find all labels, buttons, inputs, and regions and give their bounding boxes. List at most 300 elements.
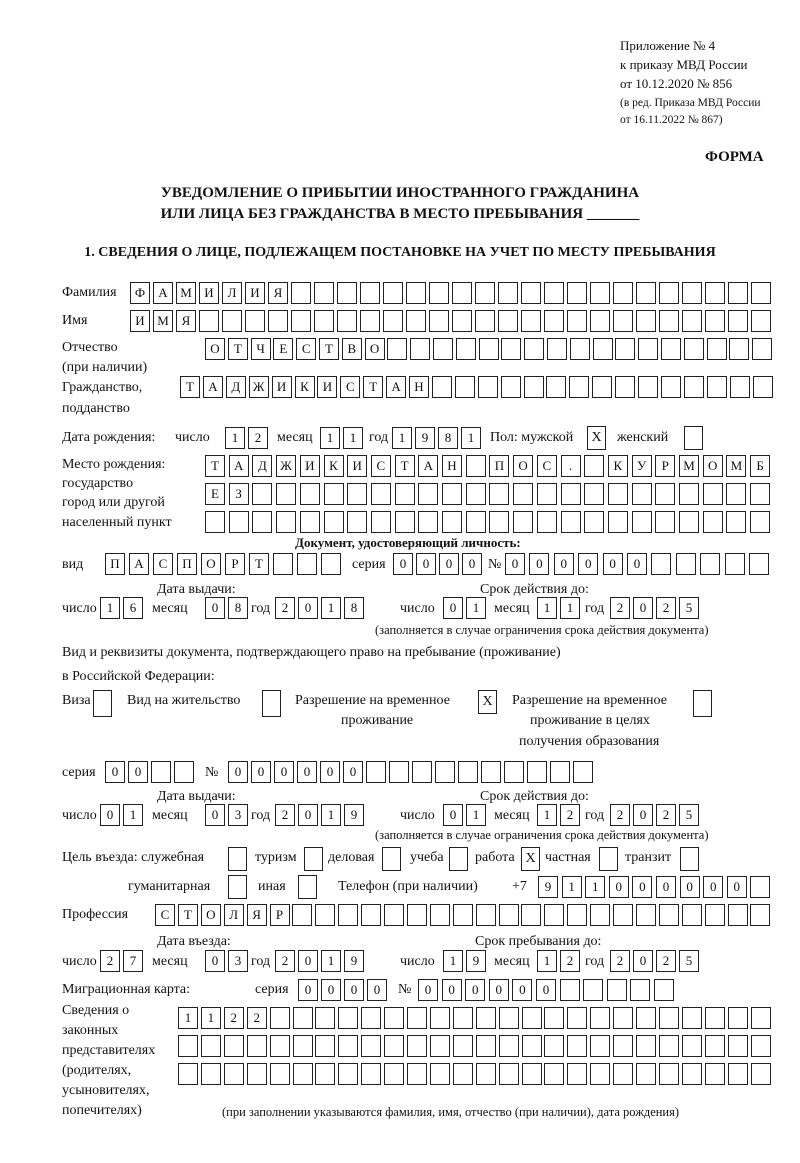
char-box[interactable] xyxy=(590,1035,610,1057)
char-box[interactable]: С xyxy=(296,338,316,360)
char-box[interactable] xyxy=(504,761,524,783)
char-box[interactable] xyxy=(707,376,727,398)
char-box[interactable] xyxy=(705,904,725,926)
char-box[interactable]: О xyxy=(703,455,723,477)
sex-female-checkbox[interactable] xyxy=(684,426,703,450)
char-box[interactable]: 8 xyxy=(344,597,364,619)
char-box[interactable] xyxy=(567,1007,587,1029)
char-box[interactable] xyxy=(749,553,769,575)
char-box[interactable]: 0 xyxy=(298,950,318,972)
char-box[interactable]: О xyxy=(365,338,385,360)
char-box[interactable]: 0 xyxy=(512,979,532,1001)
char-box[interactable]: 2 xyxy=(610,950,630,972)
char-box[interactable] xyxy=(573,761,593,783)
char-box[interactable]: Е xyxy=(205,483,225,505)
char-box[interactable] xyxy=(567,310,587,332)
char-box[interactable]: С xyxy=(155,904,175,926)
char-box[interactable] xyxy=(682,1007,702,1029)
char-box[interactable] xyxy=(613,310,633,332)
char-box[interactable]: 6 xyxy=(123,597,143,619)
char-box[interactable] xyxy=(466,455,486,477)
char-box[interactable] xyxy=(406,310,426,332)
char-box[interactable] xyxy=(276,483,296,505)
char-box[interactable] xyxy=(676,553,696,575)
char-box[interactable]: 1 xyxy=(201,1007,221,1029)
char-box[interactable] xyxy=(726,511,746,533)
char-box[interactable]: 0 xyxy=(298,804,318,826)
char-box[interactable]: Ф xyxy=(130,282,150,304)
char-box[interactable] xyxy=(682,282,702,304)
char-box[interactable] xyxy=(705,310,725,332)
char-box[interactable] xyxy=(430,1007,450,1029)
char-box[interactable] xyxy=(729,338,749,360)
char-box[interactable] xyxy=(314,282,334,304)
char-box[interactable] xyxy=(750,876,770,898)
char-box[interactable] xyxy=(224,1035,244,1057)
char-box[interactable]: 0 xyxy=(633,804,653,826)
char-box[interactable] xyxy=(315,1007,335,1029)
char-box[interactable]: 0 xyxy=(251,761,271,783)
char-box[interactable]: 0 xyxy=(633,950,653,972)
char-box[interactable] xyxy=(499,904,519,926)
char-box[interactable] xyxy=(567,904,587,926)
char-box[interactable]: Р xyxy=(655,455,675,477)
char-box[interactable]: П xyxy=(489,455,509,477)
char-box[interactable] xyxy=(654,979,674,1001)
char-box[interactable] xyxy=(466,511,486,533)
visa-checkbox[interactable] xyxy=(93,690,112,717)
char-box[interactable]: 0 xyxy=(298,979,318,1001)
char-box[interactable] xyxy=(679,511,699,533)
char-box[interactable] xyxy=(590,904,610,926)
char-box[interactable] xyxy=(387,338,407,360)
char-box[interactable]: Т xyxy=(319,338,339,360)
char-box[interactable] xyxy=(682,310,702,332)
char-box[interactable]: 1 xyxy=(100,597,120,619)
char-box[interactable]: 3 xyxy=(228,950,248,972)
char-box[interactable]: 0 xyxy=(633,597,653,619)
char-box[interactable] xyxy=(174,761,194,783)
char-box[interactable] xyxy=(705,1007,725,1029)
char-box[interactable]: 0 xyxy=(536,979,556,1001)
char-box[interactable]: 1 xyxy=(343,427,363,449)
char-box[interactable] xyxy=(705,1035,725,1057)
char-box[interactable]: Ж xyxy=(276,455,296,477)
char-box[interactable]: 8 xyxy=(438,427,458,449)
char-box[interactable] xyxy=(347,511,367,533)
char-box[interactable]: 1 xyxy=(562,876,582,898)
char-box[interactable] xyxy=(178,1035,198,1057)
char-box[interactable] xyxy=(679,483,699,505)
char-box[interactable]: 0 xyxy=(298,597,318,619)
char-box[interactable] xyxy=(655,483,675,505)
char-box[interactable] xyxy=(407,904,427,926)
char-box[interactable]: 2 xyxy=(247,1007,267,1029)
trp-checkbox[interactable]: X xyxy=(478,690,497,714)
char-box[interactable] xyxy=(499,1007,519,1029)
char-box[interactable] xyxy=(560,979,580,1001)
char-box[interactable] xyxy=(537,511,557,533)
char-box[interactable]: М xyxy=(679,455,699,477)
char-box[interactable]: 0 xyxy=(465,979,485,1001)
char-box[interactable] xyxy=(455,376,475,398)
char-box[interactable] xyxy=(384,1007,404,1029)
char-box[interactable]: 0 xyxy=(462,553,482,575)
char-box[interactable] xyxy=(407,1063,427,1085)
char-box[interactable] xyxy=(682,904,702,926)
char-box[interactable] xyxy=(360,310,380,332)
char-box[interactable] xyxy=(750,904,770,926)
char-box[interactable] xyxy=(752,338,772,360)
char-box[interactable] xyxy=(476,1063,496,1085)
char-box[interactable]: . xyxy=(561,455,581,477)
char-box[interactable]: 9 xyxy=(466,950,486,972)
char-box[interactable] xyxy=(300,511,320,533)
char-box[interactable] xyxy=(475,310,495,332)
char-box[interactable]: С xyxy=(153,553,173,575)
char-box[interactable] xyxy=(315,904,335,926)
char-box[interactable] xyxy=(567,1035,587,1057)
char-box[interactable]: 0 xyxy=(443,597,463,619)
char-box[interactable] xyxy=(590,282,610,304)
char-box[interactable] xyxy=(478,376,498,398)
char-box[interactable] xyxy=(659,310,679,332)
char-box[interactable] xyxy=(550,761,570,783)
char-box[interactable]: О xyxy=(513,455,533,477)
char-box[interactable] xyxy=(728,1063,748,1085)
char-box[interactable] xyxy=(659,282,679,304)
char-box[interactable]: Н xyxy=(442,455,462,477)
char-box[interactable] xyxy=(384,1035,404,1057)
char-box[interactable] xyxy=(661,376,681,398)
char-box[interactable] xyxy=(615,376,635,398)
char-box[interactable]: 2 xyxy=(275,597,295,619)
char-box[interactable] xyxy=(276,511,296,533)
char-box[interactable] xyxy=(700,553,720,575)
char-box[interactable] xyxy=(638,376,658,398)
trp-edu-checkbox[interactable] xyxy=(693,690,712,717)
char-box[interactable]: 2 xyxy=(248,427,268,449)
char-box[interactable] xyxy=(389,761,409,783)
char-box[interactable] xyxy=(544,1035,564,1057)
char-box[interactable] xyxy=(537,483,557,505)
char-box[interactable]: Т xyxy=(395,455,415,477)
char-box[interactable] xyxy=(705,1063,725,1085)
char-box[interactable] xyxy=(476,1007,496,1029)
purpose-business-checkbox[interactable] xyxy=(382,847,401,871)
char-box[interactable]: 0 xyxy=(228,761,248,783)
char-box[interactable]: 0 xyxy=(442,979,462,1001)
char-box[interactable]: 2 xyxy=(560,804,580,826)
char-box[interactable] xyxy=(707,338,727,360)
char-box[interactable]: Т xyxy=(363,376,383,398)
char-box[interactable] xyxy=(442,483,462,505)
char-box[interactable] xyxy=(315,1063,335,1085)
char-box[interactable]: 1 xyxy=(320,427,340,449)
char-box[interactable]: К xyxy=(295,376,315,398)
char-box[interactable] xyxy=(728,310,748,332)
char-box[interactable]: 0 xyxy=(727,876,747,898)
char-box[interactable]: 1 xyxy=(443,950,463,972)
purpose-humanitarian-checkbox[interactable] xyxy=(228,875,247,899)
char-box[interactable] xyxy=(544,310,564,332)
char-box[interactable] xyxy=(584,455,604,477)
char-box[interactable] xyxy=(682,1063,702,1085)
char-box[interactable]: 2 xyxy=(275,950,295,972)
char-box[interactable]: Т xyxy=(180,376,200,398)
char-box[interactable]: Ч xyxy=(251,338,271,360)
char-box[interactable] xyxy=(608,483,628,505)
char-box[interactable] xyxy=(613,1007,633,1029)
char-box[interactable] xyxy=(361,904,381,926)
char-box[interactable] xyxy=(501,338,521,360)
char-box[interactable] xyxy=(544,282,564,304)
char-box[interactable] xyxy=(458,761,478,783)
char-box[interactable]: З xyxy=(229,483,249,505)
char-box[interactable] xyxy=(291,310,311,332)
char-box[interactable]: 0 xyxy=(505,553,525,575)
char-box[interactable]: 0 xyxy=(416,553,436,575)
char-box[interactable] xyxy=(361,1007,381,1029)
char-box[interactable] xyxy=(338,1063,358,1085)
char-box[interactable] xyxy=(406,282,426,304)
char-box[interactable] xyxy=(521,310,541,332)
char-box[interactable] xyxy=(705,282,725,304)
char-box[interactable]: С xyxy=(340,376,360,398)
char-box[interactable] xyxy=(429,282,449,304)
char-box[interactable] xyxy=(476,904,496,926)
char-box[interactable]: А xyxy=(153,282,173,304)
char-box[interactable] xyxy=(501,376,521,398)
char-box[interactable]: 0 xyxy=(703,876,723,898)
char-box[interactable] xyxy=(567,1063,587,1085)
char-box[interactable]: 2 xyxy=(656,804,676,826)
char-box[interactable] xyxy=(273,553,293,575)
char-box[interactable] xyxy=(178,1063,198,1085)
char-box[interactable] xyxy=(703,483,723,505)
char-box[interactable]: 9 xyxy=(344,950,364,972)
char-box[interactable]: Т xyxy=(205,455,225,477)
char-box[interactable] xyxy=(498,310,518,332)
char-box[interactable] xyxy=(659,1063,679,1085)
char-box[interactable] xyxy=(524,338,544,360)
char-box[interactable]: 2 xyxy=(224,1007,244,1029)
char-box[interactable]: 0 xyxy=(393,553,413,575)
char-box[interactable]: И xyxy=(199,282,219,304)
char-box[interactable]: 0 xyxy=(100,804,120,826)
char-box[interactable] xyxy=(314,310,334,332)
char-box[interactable] xyxy=(750,483,770,505)
char-box[interactable] xyxy=(753,376,773,398)
char-box[interactable]: 2 xyxy=(100,950,120,972)
char-box[interactable]: 8 xyxy=(228,597,248,619)
char-box[interactable] xyxy=(751,310,771,332)
char-box[interactable] xyxy=(570,338,590,360)
char-box[interactable]: 0 xyxy=(320,761,340,783)
char-box[interactable] xyxy=(321,553,341,575)
char-box[interactable] xyxy=(636,1035,656,1057)
char-box[interactable]: 1 xyxy=(321,597,341,619)
char-box[interactable] xyxy=(435,761,455,783)
char-box[interactable] xyxy=(384,904,404,926)
char-box[interactable] xyxy=(199,310,219,332)
char-box[interactable]: О xyxy=(201,904,221,926)
char-box[interactable] xyxy=(725,553,745,575)
char-box[interactable]: 0 xyxy=(529,553,549,575)
char-box[interactable] xyxy=(569,376,589,398)
char-box[interactable]: 0 xyxy=(439,553,459,575)
char-box[interactable]: М xyxy=(176,282,196,304)
char-box[interactable] xyxy=(489,483,509,505)
char-box[interactable]: Д xyxy=(226,376,246,398)
char-box[interactable] xyxy=(636,310,656,332)
char-box[interactable]: 0 xyxy=(321,979,341,1001)
char-box[interactable]: 2 xyxy=(610,597,630,619)
char-box[interactable] xyxy=(383,282,403,304)
char-box[interactable] xyxy=(544,904,564,926)
char-box[interactable] xyxy=(590,310,610,332)
char-box[interactable] xyxy=(371,483,391,505)
char-box[interactable] xyxy=(300,483,320,505)
char-box[interactable]: 0 xyxy=(344,979,364,1001)
char-box[interactable] xyxy=(201,1035,221,1057)
char-box[interactable]: 0 xyxy=(609,876,629,898)
char-box[interactable]: 1 xyxy=(321,950,341,972)
char-box[interactable] xyxy=(432,376,452,398)
char-box[interactable] xyxy=(297,553,317,575)
char-box[interactable] xyxy=(613,282,633,304)
char-box[interactable] xyxy=(291,282,311,304)
char-box[interactable] xyxy=(324,483,344,505)
char-box[interactable]: К xyxy=(324,455,344,477)
char-box[interactable] xyxy=(453,1063,473,1085)
char-box[interactable] xyxy=(522,1035,542,1057)
char-box[interactable]: Б xyxy=(750,455,770,477)
char-box[interactable] xyxy=(476,1035,496,1057)
char-box[interactable]: А xyxy=(229,455,249,477)
sex-male-checkbox[interactable]: X xyxy=(587,426,606,450)
char-box[interactable]: 1 xyxy=(466,804,486,826)
char-box[interactable] xyxy=(315,1035,335,1057)
char-box[interactable]: 2 xyxy=(656,950,676,972)
char-box[interactable] xyxy=(728,282,748,304)
char-box[interactable]: 9 xyxy=(415,427,435,449)
char-box[interactable] xyxy=(590,1063,610,1085)
char-box[interactable]: Я xyxy=(247,904,267,926)
char-box[interactable]: 0 xyxy=(656,876,676,898)
char-box[interactable]: А xyxy=(203,376,223,398)
char-box[interactable] xyxy=(659,904,679,926)
char-box[interactable] xyxy=(347,483,367,505)
char-box[interactable] xyxy=(452,282,472,304)
char-box[interactable] xyxy=(247,1035,267,1057)
char-box[interactable] xyxy=(245,310,265,332)
char-box[interactable]: 1 xyxy=(461,427,481,449)
char-box[interactable]: П xyxy=(105,553,125,575)
char-box[interactable]: 0 xyxy=(603,553,623,575)
char-box[interactable] xyxy=(730,376,750,398)
char-box[interactable]: У xyxy=(632,455,652,477)
char-box[interactable] xyxy=(615,338,635,360)
char-box[interactable] xyxy=(546,376,566,398)
char-box[interactable] xyxy=(418,483,438,505)
char-box[interactable] xyxy=(366,761,386,783)
char-box[interactable] xyxy=(270,1035,290,1057)
char-box[interactable] xyxy=(430,904,450,926)
char-box[interactable] xyxy=(613,1035,633,1057)
char-box[interactable] xyxy=(429,310,449,332)
char-box[interactable]: Т xyxy=(228,338,248,360)
char-box[interactable]: 0 xyxy=(128,761,148,783)
char-box[interactable] xyxy=(360,282,380,304)
char-box[interactable] xyxy=(728,1007,748,1029)
char-box[interactable]: И xyxy=(317,376,337,398)
char-box[interactable]: Я xyxy=(268,282,288,304)
char-box[interactable] xyxy=(522,1063,542,1085)
char-box[interactable] xyxy=(521,282,541,304)
char-box[interactable]: 2 xyxy=(610,804,630,826)
char-box[interactable]: М xyxy=(726,455,746,477)
char-box[interactable] xyxy=(481,761,501,783)
char-box[interactable] xyxy=(522,1007,542,1029)
char-box[interactable]: Н xyxy=(409,376,429,398)
char-box[interactable] xyxy=(383,310,403,332)
char-box[interactable]: 9 xyxy=(344,804,364,826)
char-box[interactable] xyxy=(442,511,462,533)
char-box[interactable]: 0 xyxy=(680,876,700,898)
char-box[interactable] xyxy=(229,511,249,533)
purpose-other-checkbox[interactable] xyxy=(298,875,317,899)
char-box[interactable] xyxy=(475,282,495,304)
char-box[interactable] xyxy=(632,483,652,505)
char-box[interactable] xyxy=(384,1063,404,1085)
char-box[interactable] xyxy=(479,338,499,360)
char-box[interactable]: М xyxy=(153,310,173,332)
char-box[interactable]: 1 xyxy=(321,804,341,826)
char-box[interactable] xyxy=(293,1035,313,1057)
char-box[interactable]: 1 xyxy=(123,804,143,826)
char-box[interactable] xyxy=(412,761,432,783)
purpose-tourism-checkbox[interactable] xyxy=(304,847,323,871)
char-box[interactable] xyxy=(636,282,656,304)
char-box[interactable] xyxy=(561,483,581,505)
char-box[interactable] xyxy=(453,904,473,926)
char-box[interactable]: А xyxy=(386,376,406,398)
char-box[interactable] xyxy=(607,979,627,1001)
purpose-study-checkbox[interactable] xyxy=(449,847,468,871)
char-box[interactable]: 0 xyxy=(489,979,509,1001)
char-box[interactable] xyxy=(453,1035,473,1057)
char-box[interactable] xyxy=(524,376,544,398)
purpose-private-checkbox[interactable] xyxy=(599,847,618,871)
char-box[interactable] xyxy=(337,282,357,304)
char-box[interactable] xyxy=(224,1063,244,1085)
char-box[interactable]: И xyxy=(130,310,150,332)
char-box[interactable] xyxy=(751,1063,771,1085)
char-box[interactable]: 1 xyxy=(537,597,557,619)
char-box[interactable]: 1 xyxy=(560,597,580,619)
char-box[interactable]: 7 xyxy=(123,950,143,972)
char-box[interactable]: 1 xyxy=(537,804,557,826)
char-box[interactable]: 0 xyxy=(105,761,125,783)
char-box[interactable]: 1 xyxy=(466,597,486,619)
char-box[interactable] xyxy=(247,1063,267,1085)
char-box[interactable] xyxy=(659,1035,679,1057)
char-box[interactable]: 0 xyxy=(343,761,363,783)
char-box[interactable] xyxy=(410,338,430,360)
char-box[interactable] xyxy=(682,1035,702,1057)
char-box[interactable] xyxy=(395,483,415,505)
